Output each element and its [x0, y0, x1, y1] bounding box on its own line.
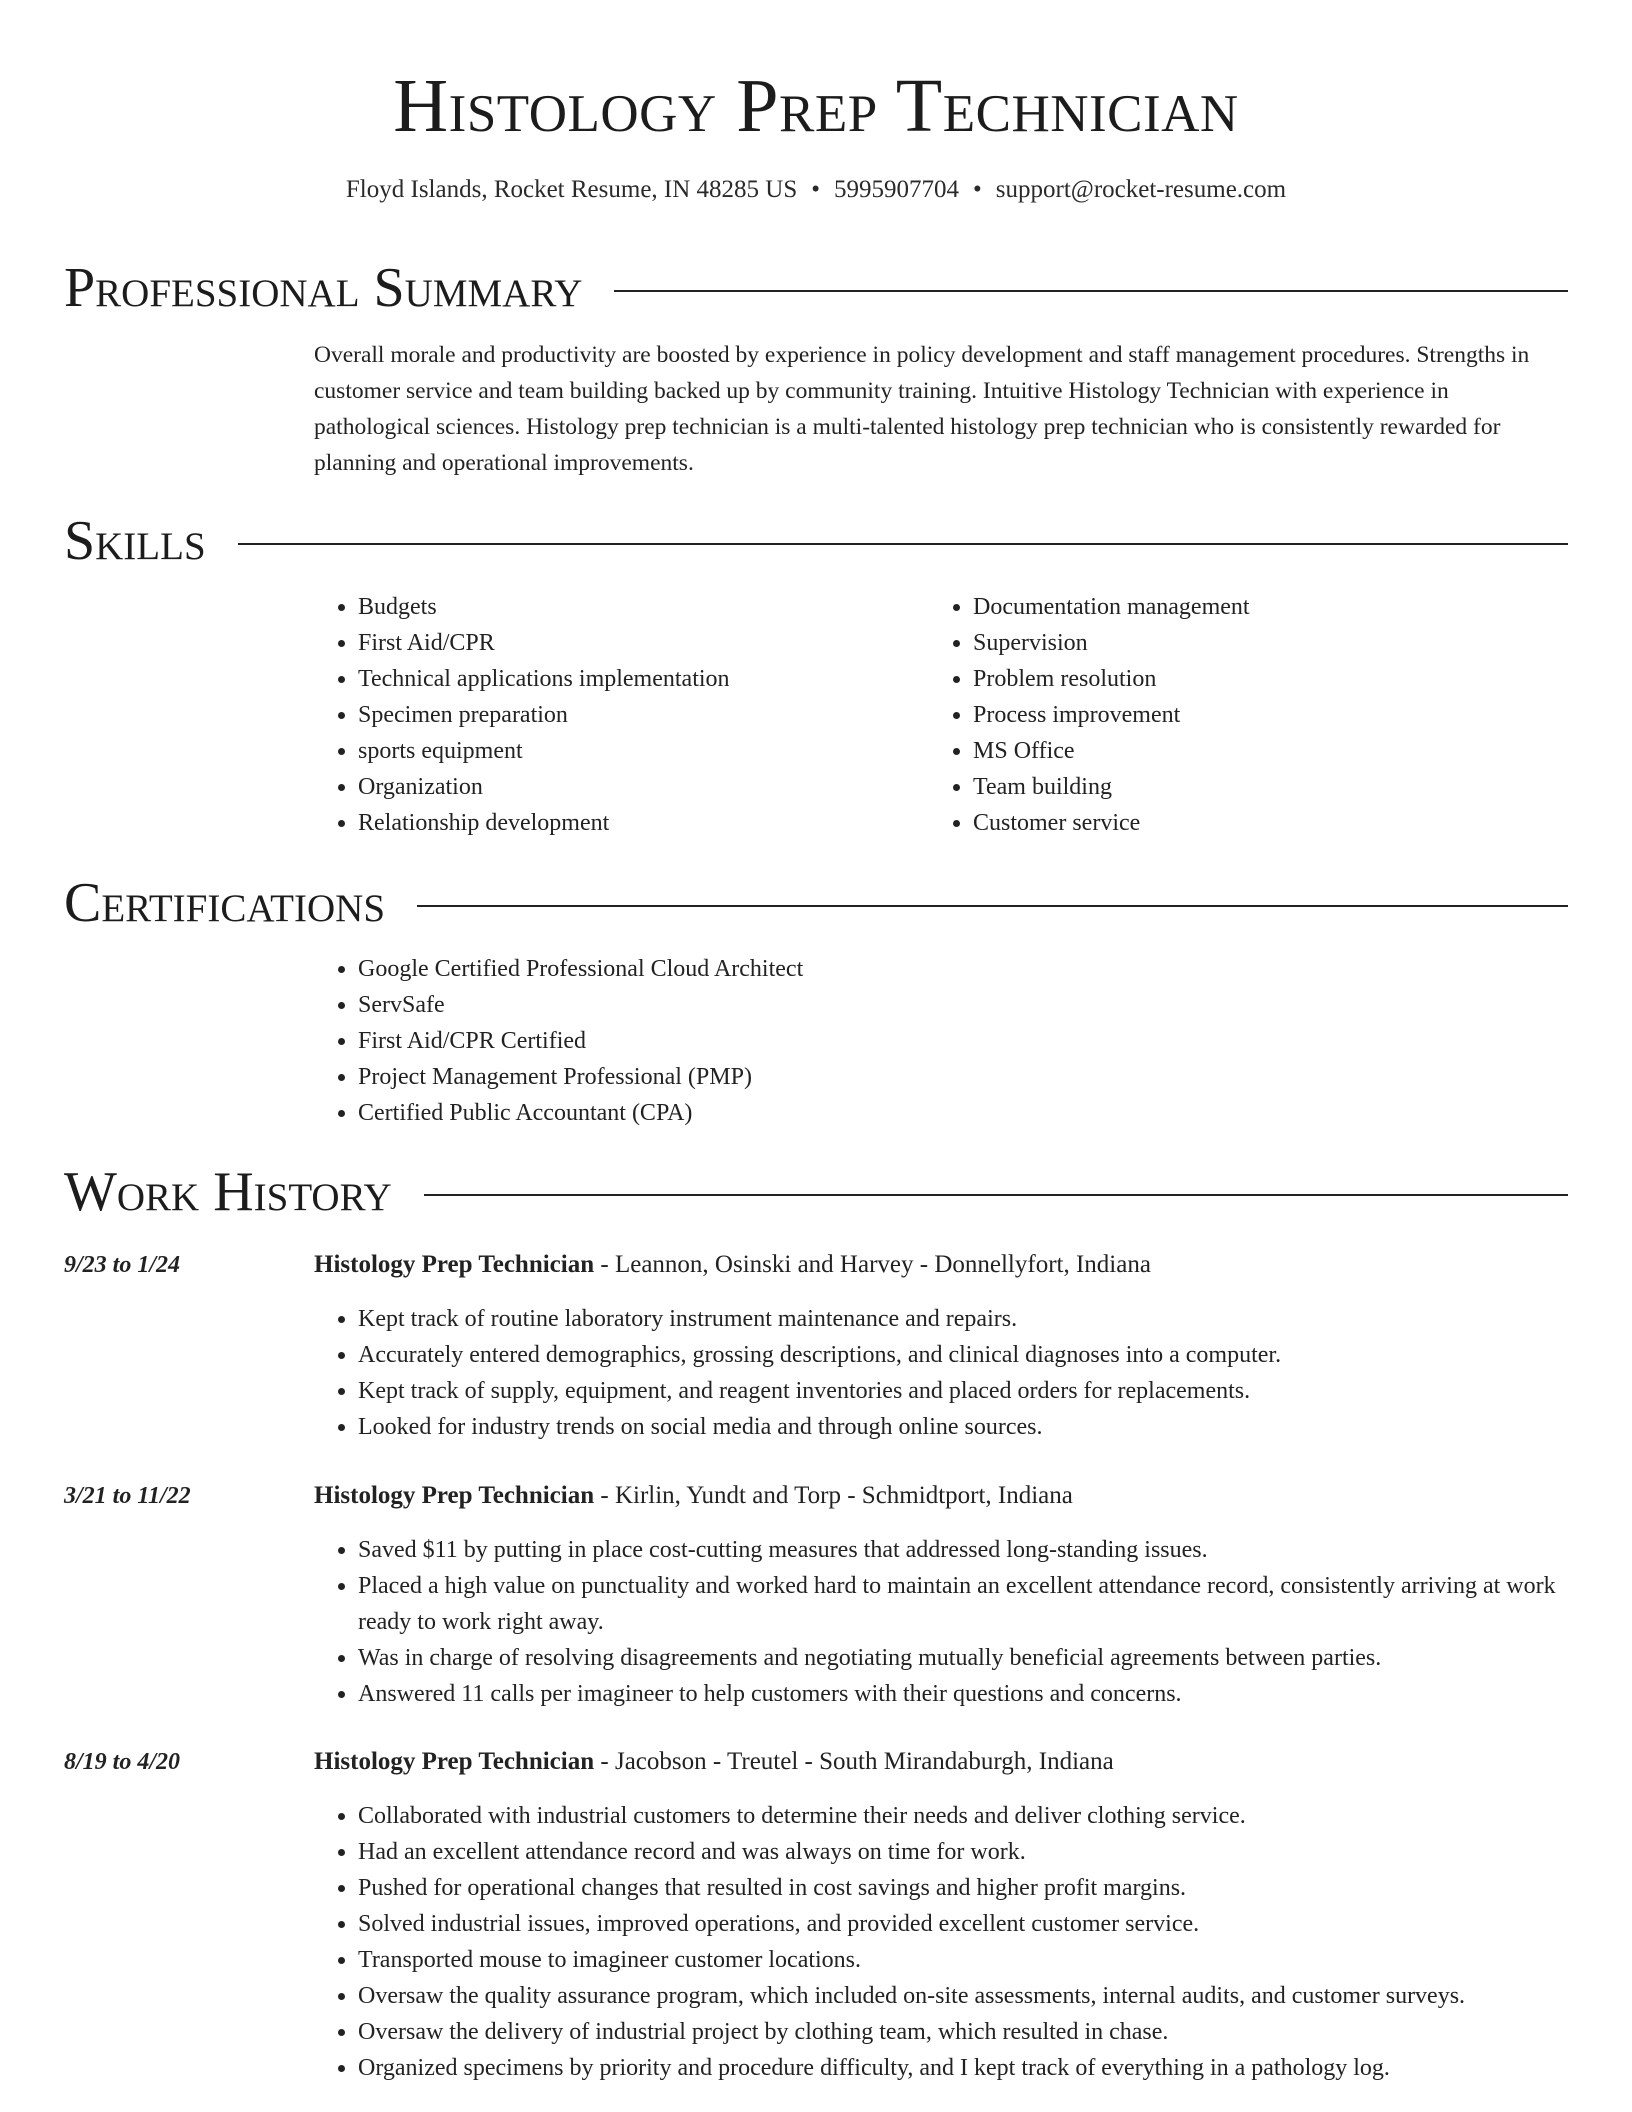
address: Floyd Islands, Rocket Resume, IN 48285 US [345, 176, 798, 203]
duty-item: • Pushed for operational changes that resulted in cost savings and higher profit margins. [358, 1870, 1568, 1906]
skill-item: • MS Office [973, 733, 1529, 769]
certification-item: • Certified Public Accountant (CPA) [358, 1095, 1568, 1131]
phone: 5995907704 [834, 176, 960, 203]
certification-item: • First Aid/CPR Certified [358, 1023, 1568, 1059]
job-dates: 8/19 to 4/20 [64, 1749, 181, 1775]
job-duties [314, 1301, 1568, 1445]
duty-item: • Looked for industry trends on social media and through online sources. [358, 1409, 1568, 1445]
duty-item: • Oversaw the delivery of industrial project by clothing team, which resulted in chase. [358, 2014, 1568, 2050]
certification-item: • ServSafe [358, 987, 1568, 1023]
skill-item: • Specimen preparation [358, 697, 914, 733]
job-dates: 9/23 to 1/24 [64, 1252, 181, 1278]
job-title: Histology Prep Technician [314, 1251, 595, 1278]
job-heading [314, 1478, 1073, 1514]
skill-item: • Team building [973, 769, 1529, 805]
job-employer-location: - Jacobson - Treutel - South Mirandaburgh, Indiana [594, 1748, 1114, 1775]
summary-text: Overall morale and productivity are boosted by experience in policy development and staff management procedures. Strengths in customer service and team building backed up by community training. Intuitive Histology Technician with experience in pathological sciences. Histology prep technician is a multi-talented histology prep technician who is consistently rewarded for planning and operational improvements. [314, 342, 1530, 476]
job-employer-location: - Leannon, Osinski and Harvey - Donnellyfort, Indiana [594, 1251, 1151, 1278]
section-divider [238, 543, 1568, 545]
section-heading: Skills [64, 510, 206, 572]
duty-item: • Was in charge of resolving disagreements and negotiating mutually beneficial agreements between parties. [358, 1640, 1568, 1676]
job-title: Histology Prep Technician [314, 1482, 595, 1509]
certification-item: • Google Certified Professional Cloud Architect [358, 951, 1568, 987]
duty-item: • Solved industrial issues, improved operations, and provided excellent customer service. [358, 1906, 1568, 1942]
skill-item: • sports equipment [358, 733, 914, 769]
skill-item: • Organization [358, 769, 914, 805]
duty-item: • Saved $11 by putting in place cost-cutting measures that addressed long-standing issues. [358, 1532, 1568, 1568]
section-heading: Work History [64, 1161, 392, 1223]
skill-item: • Customer service [973, 805, 1529, 841]
job-heading [314, 1744, 1114, 1780]
section-divider [424, 1194, 1568, 1196]
job-duties [314, 1798, 1568, 2086]
skill-item: • First Aid/CPR [358, 625, 914, 661]
job-dates: 3/21 to 11/22 [64, 1483, 191, 1509]
separator-dot: • [973, 176, 982, 203]
job-duties [314, 1532, 1568, 1712]
section-heading: Professional Summary [64, 257, 583, 319]
contact-line [0, 172, 1632, 208]
job-title: Histology Prep Technician [314, 1748, 595, 1775]
skill-item: • Relationship development [358, 805, 914, 841]
duty-item: • Accurately entered demographics, grossing descriptions, and clinical diagnoses into a computer. [358, 1337, 1568, 1373]
section-heading: Certifications [64, 872, 386, 934]
duty-item: • Kept track of supply, equipment, and reagent inventories and placed orders for replacements. [358, 1373, 1568, 1409]
certification-item: • Project Management Professional (PMP) [358, 1059, 1568, 1095]
skill-item: • Budgets [358, 589, 914, 625]
duty-item: • Answered 11 calls per imagineer to help customers with their questions and concerns. [358, 1676, 1568, 1712]
section-divider [417, 905, 1568, 907]
section-divider [614, 290, 1568, 292]
skills-section-header [64, 506, 1568, 576]
duty-item: • Transported mouse to imagineer customer locations. [358, 1942, 1568, 1978]
skill-item: • Technical applications implementation [358, 661, 914, 697]
duty-item: • Organized specimens by priority and procedure difficulty, and I kept track of everything in a pathology log. [358, 2050, 1568, 2086]
skills-column-left [314, 589, 914, 841]
skill-item: • Problem resolution [973, 661, 1529, 697]
duty-item: • Oversaw the quality assurance program, which included on-site assessments, internal audits, and customer surveys. [358, 1978, 1568, 2014]
job-entry [64, 1247, 1568, 1447]
job-entry [64, 1478, 1568, 1738]
job-entry [64, 1744, 1568, 2104]
duty-item: • Placed a high value on punctuality and worked hard to maintain an excellent attendance record, consistently arriving at work ready to work right away. [358, 1568, 1568, 1640]
email[interactable]: support@rocket-resume.com [995, 176, 1287, 203]
certifications-section-header [64, 868, 1568, 938]
skill-item: • Documentation management [973, 589, 1529, 625]
duty-item: • Kept track of routine laboratory instrument maintenance and repairs. [358, 1301, 1568, 1337]
skills-column-right [929, 589, 1529, 841]
work-history-section-header [64, 1157, 1568, 1227]
duty-item: • Had an excellent attendance record and was always on time for work. [358, 1834, 1568, 1870]
separator-dot: • [811, 176, 821, 203]
skill-item: • Supervision [973, 625, 1529, 661]
skill-item: • Process improvement [973, 697, 1529, 733]
job-heading [314, 1247, 1151, 1283]
job-employer-location: - Kirlin, Yundt and Torp - Schmidtport, Indiana [594, 1482, 1073, 1509]
certifications-list [314, 951, 1568, 1131]
summary-section-header [64, 253, 1568, 323]
candidate-name: Histology Prep Technician [393, 64, 1239, 148]
duty-item: • Collaborated with industrial customers to determine their needs and deliver clothing service. [358, 1798, 1568, 1834]
